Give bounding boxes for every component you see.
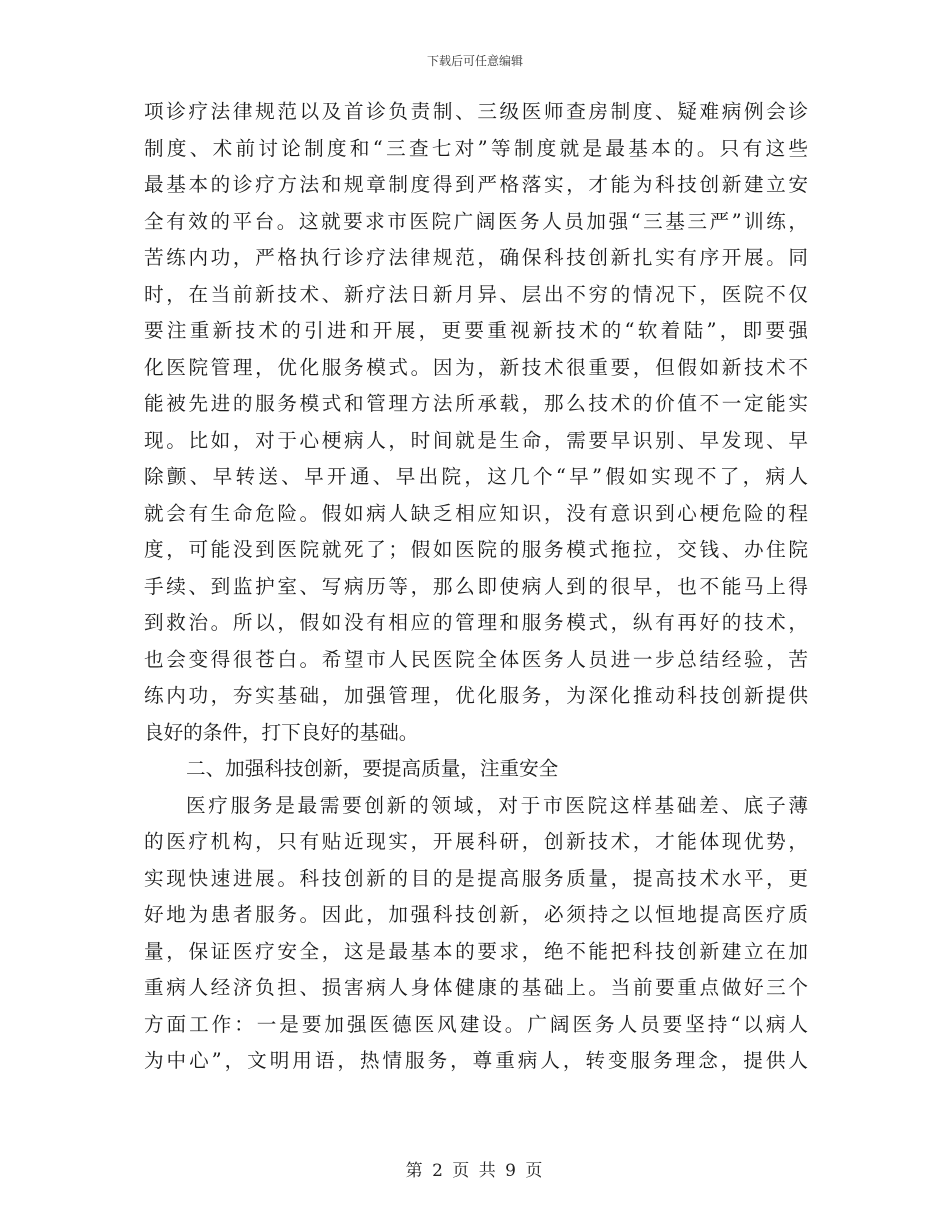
document-body xyxy=(144,94,808,1080)
body-line: 化医院管理，优化服务模式。因为，新技术很重要，但假如新技术不 xyxy=(144,355,808,379)
body-line: 实现快速进展。科技创新的目的是提高服务质量，提高技术水平，更 xyxy=(144,866,808,890)
body-line: 能被先进的服务模式和管理方法所承载，那么技术的价值不一定能实 xyxy=(144,392,808,415)
body-line: 量，保证医疗安全，这是最基本的要求，绝不能把科技创新建立在加 xyxy=(144,939,808,963)
body-line: 最基本的诊疗方法和规章制度得到严格落实，才能为科技创新建立安 xyxy=(144,173,808,196)
section-heading: 二、加强科技创新，要提高质量，注重安全 xyxy=(186,757,559,780)
body-line: 苦练内功，严格执行诊疗法律规范，确保科技创新扎实有序开展。同 xyxy=(144,246,808,269)
body-line: 全有效的平台。这就要求市医院广阔医务人员加强“三基三严”训练， xyxy=(144,209,808,233)
body-line: 除颤、早转送、早开通、早出院，这几个“早”假如实现不了，病人 xyxy=(144,465,808,488)
body-line: 手续、到监护室、写病历等，那么即使病人到的很早，也不能马上得 xyxy=(144,574,808,598)
body-line: 项诊疗法律规范以及首诊负责制、三级医师查房制度、疑难病例会诊 xyxy=(144,100,808,123)
body-line: 方面工作：一是要加强医德医风建设。广阔医务人员要坚持“以病人 xyxy=(144,1012,808,1036)
body-line: 医疗服务是最需要创新的领域，对于市医院这样基础差、底子薄 xyxy=(186,793,808,817)
page-header: 下载后可任意编辑 xyxy=(426,54,523,68)
body-line: 练内功，夯实基础，加强管理，优化服务，为深化推动科技创新提供 xyxy=(144,684,808,707)
body-line: 到救治。所以，假如没有相应的管理和服务模式，纵有再好的技术， xyxy=(144,611,808,634)
body-line: 制度、术前讨论制度和“三查七对”等制度就是最基本的。只有这些 xyxy=(144,136,808,160)
body-line: 良好的条件，打下良好的基础。 xyxy=(144,720,419,744)
body-line: 为中心”，文明用语，热情服务，尊重病人，转变服务理念，提供人 xyxy=(144,1049,808,1072)
body-line: 时，在当前新技术、新疗法日新月异、层出不穷的情况下，医院不仅 xyxy=(144,282,808,306)
body-line: 也会变得很苍白。希望市人民医院全体医务人员进一步总结经验，苦 xyxy=(144,647,808,671)
body-line: 要注重新技术的引进和开展，更要重视新技术的“软着陆”，即要强 xyxy=(144,319,808,342)
body-line: 度，可能没到医院就死了；假如医院的服务模式拖拉，交钱、办住院 xyxy=(144,538,808,561)
page-number: 第 2 页 共 9 页 xyxy=(405,1161,545,1181)
body-line: 的医疗机构，只有贴近现实，开展科研，创新技术，才能体现优势， xyxy=(144,830,808,853)
body-line: 好地为患者服务。因此，加强科技创新，必须持之以恒地提高医疗质 xyxy=(144,903,808,926)
body-line: 现。比如，对于心梗病人，时间就是生命，需要早识别、早发现、早 xyxy=(144,428,808,452)
body-line: 重病人经济负担、损害病人身体健康的基础上。当前要重点做好三个 xyxy=(144,976,808,999)
body-line: 就会有生命危险。假如病人缺乏相应知识，没有意识到心梗危险的程 xyxy=(144,501,808,525)
